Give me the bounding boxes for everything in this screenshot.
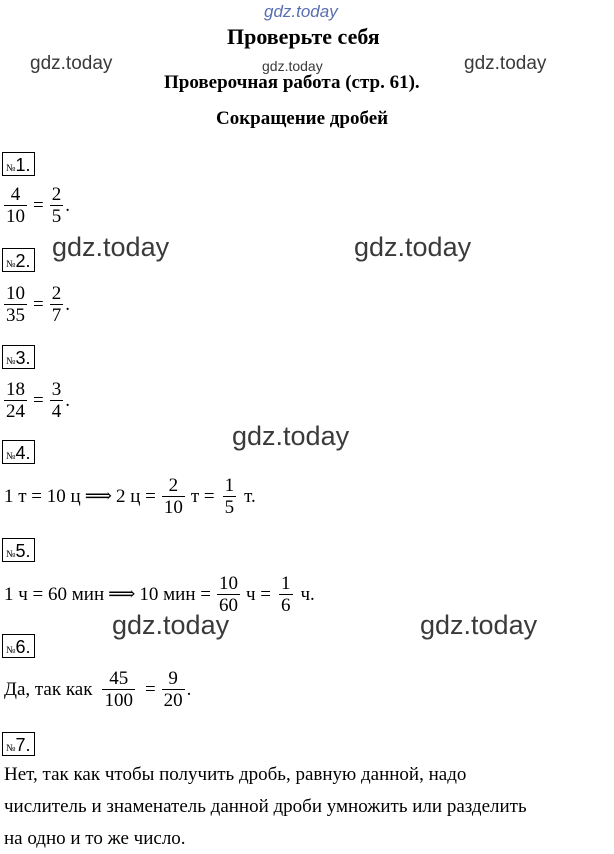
- watermark-lower-right: gdz.today: [420, 610, 538, 640]
- fraction: $\frac{45}{100}$: [104, 668, 133, 711]
- fraction: $\frac{1}{6}$: [281, 573, 291, 616]
- task-7-answer-line-3: на одно и то же число.: [4, 828, 186, 849]
- task-badge-3: №3.: [2, 345, 35, 369]
- fraction: $\frac{2}{5}$: [51, 184, 62, 227]
- fraction: $\frac{9}{20}$: [163, 668, 183, 711]
- watermark-mid-left: gdz.today: [52, 232, 170, 262]
- task-2-equation: $\frac{10}{35}$ = $\frac{2}{7}$ .: [6, 283, 70, 326]
- task-badge-4: №4.: [2, 440, 35, 464]
- topic-heading: Сокращение дробей: [216, 108, 389, 129]
- task-7-answer-line-1: Нет, так как чтобы получить дробь, равную данной, надо: [4, 764, 467, 785]
- task-1-equation: $\frac{4}{10}$ = $\frac{2}{5}$ .: [6, 184, 70, 227]
- fraction: $\frac{2}{7}$: [51, 283, 62, 326]
- task-6-equation: Да, так как $\frac{45}{100}$ = $\frac{9}{20}$ .: [4, 668, 192, 711]
- task-7-answer-line-2: числитель и знаменатель данной дроби умножить или разделить: [4, 796, 527, 817]
- task-5-equation: 1 ч = 60 мин ⟹ 10 мин = $\frac{10}{60}$ ч = $\frac{1}{6}$ ч.: [4, 573, 315, 616]
- task-badge-6: №6.: [2, 634, 35, 658]
- watermark-center: gdz.today: [232, 421, 350, 451]
- fraction: $\frac{10}{60}$: [218, 573, 238, 616]
- task-4-equation: 1 т = 10 ц ⟹ 2 ц = $\frac{2}{10}$ т = $\frac{1}{5}$ т.: [4, 475, 256, 518]
- task-badge-1: №1.: [2, 152, 35, 176]
- task-badge-7: №7.: [2, 732, 35, 756]
- fraction: $\frac{4}{10}$: [6, 184, 25, 227]
- fraction: $\frac{2}{10}$: [163, 475, 183, 518]
- fraction: $\frac{1}{5}$: [224, 475, 235, 518]
- fraction: $\frac{10}{35}$: [6, 283, 25, 326]
- watermark-mid-right: gdz.today: [354, 232, 472, 262]
- watermark-top: gdz.today: [264, 2, 338, 21]
- fraction: $\frac{18}{24}$: [6, 379, 25, 422]
- fraction: $\frac{3}{4}$: [51, 379, 62, 422]
- watermark-header-center: gdz.today: [262, 58, 323, 74]
- page-subtitle: Проверочная работа (стр. 61).: [164, 72, 420, 93]
- task-badge-2: №2.: [2, 248, 35, 272]
- watermark-header-right: gdz.today: [464, 53, 547, 74]
- task-3-equation: $\frac{18}{24}$ = $\frac{3}{4}$ .: [6, 379, 70, 422]
- watermark-header-left: gdz.today: [30, 53, 113, 74]
- task-badge-5: №5.: [2, 538, 35, 562]
- watermark-lower-left: gdz.today: [112, 610, 230, 640]
- page-title: Проверьте себя: [227, 24, 380, 49]
